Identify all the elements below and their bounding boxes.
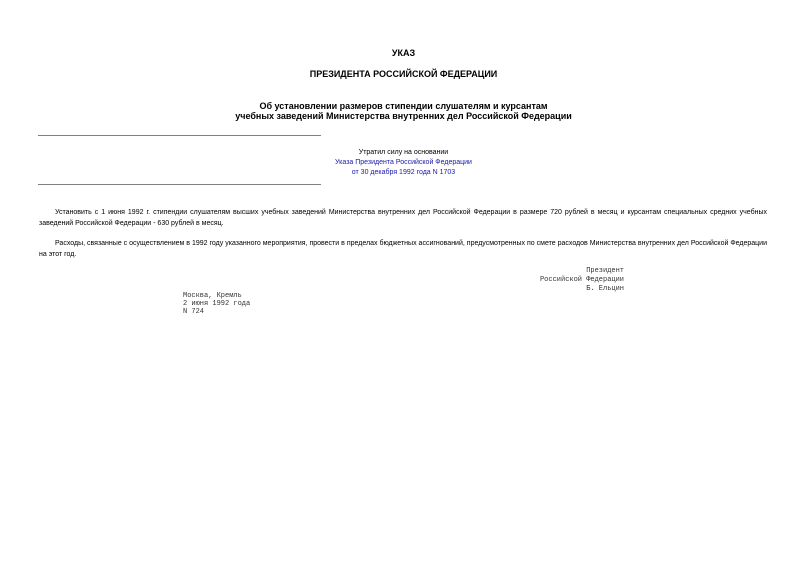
status-note: Утратил силу на основании: [358, 149, 449, 156]
signature-title: Президент: [586, 267, 624, 275]
repeal-link-line-2[interactable]: от 30 декабря 1992 года N 1703: [351, 169, 456, 176]
document-issuer: ПРЕЗИДЕНТА РОССИЙСКОЙ ФЕДЕРАЦИИ: [309, 69, 498, 79]
document-type: УКАЗ: [391, 48, 416, 58]
repeal-link-line-1[interactable]: Указа Президента Российской Федерации: [335, 159, 472, 166]
document-title-line-2: учебных заведений Министерства внутренних дел Российской Федерации: [235, 111, 572, 121]
divider-top: [38, 135, 321, 136]
document-title-line-1: Об установлении размеров стипендии слушателям и курсантам: [259, 101, 548, 111]
body-paragraph-1: Установить с 1 июня 1992 г. стипендии слушателям высших учебных заведений Министерства внутренних дел Российской Федерации в размере 720 рублей в месяц и курсантам специальных средних учебных заведений Российской Федерации - 630 рублей в месяц.: [39, 209, 767, 227]
body-paragraph-2: Расходы, связанные с осуществлением в 1992 году указанного мероприятия, провести в пределах бюджетных ассигнований, предусмотренных по смете расходов Министерства внутренних дел Российской Федерации на этот год.: [39, 240, 767, 258]
signing-date: 2 июня 1992 года: [183, 300, 251, 308]
signature-name: Б. Ельцин: [586, 285, 624, 293]
document-number: N 724: [183, 308, 205, 316]
signing-place: Москва, Кремль: [183, 292, 242, 300]
divider-bottom: [38, 184, 321, 185]
signature-organization: Российской Федерации: [539, 276, 624, 284]
